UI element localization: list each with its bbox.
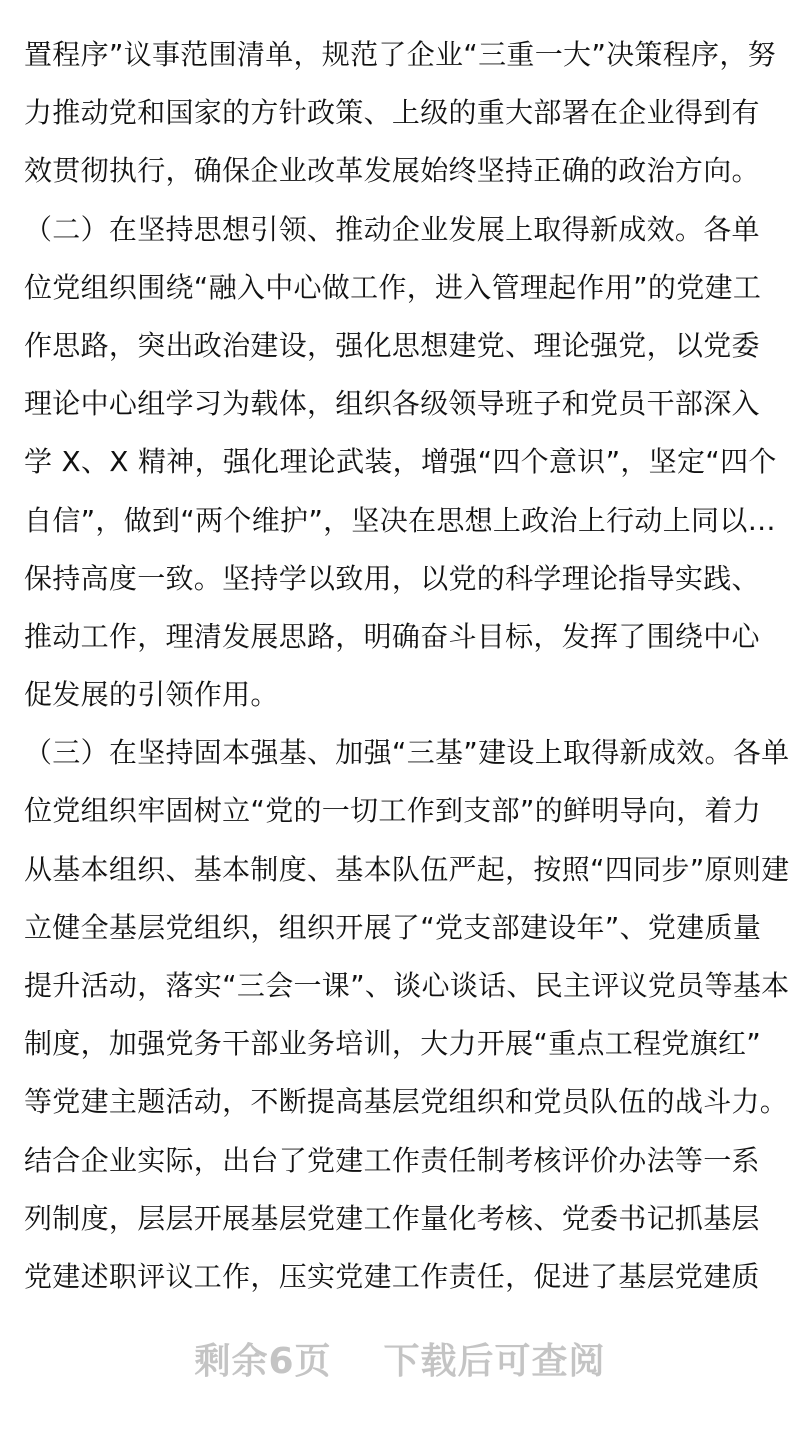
- download-to-view-label[interactable]: 下载后可查阅: [383, 1340, 606, 1382]
- text-line: 促发展的引领作用。: [24, 678, 279, 712]
- text-line: 位党组织牢固树立“党的一切工作到支部”的鲜明导向，着力: [24, 794, 762, 828]
- remaining-pages-label[interactable]: 剩余6页: [194, 1340, 332, 1382]
- text-line: 作思路，突出政治建设，强化思想建党、理论强党，以党委: [24, 328, 760, 362]
- text-line: 从基本组织、基本制度、基本队伍严起，按照“四同步”原则建: [24, 852, 790, 886]
- text-line: 结合企业实际，出台了党建工作责任制考核评价办法等一系: [24, 1143, 760, 1177]
- text-line: 理论中心组学习为载体，组织各级领导班子和党员干部深入: [24, 387, 760, 421]
- text-line: （三）在坚持固本强基、加强“三基”建设上取得新成效。各单: [24, 736, 790, 770]
- text-line: 置程序”议事范围清单，规范了企业“三重一大”决策程序，努: [24, 38, 776, 71]
- text-line: 学 X、X 精神，强化理论武装，增强“四个意识”，坚定“四个: [24, 445, 777, 479]
- text-line: 力推动党和国家的方针政策、上级的重大部署在企业得到有: [24, 96, 760, 130]
- text-line: 立健全基层党组织，组织开展了“党支部建设年”、党建质量: [24, 910, 762, 944]
- text-line: 效贯彻执行，确保企业改革发展始终坚持正确的政治方向。: [24, 154, 760, 188]
- text-line: 推动工作，理清发展思路，明确奋斗目标，发挥了围绕中心: [24, 619, 760, 653]
- text-line: 制度，加强党务干部业务培训，大力开展“重点工程党旗红”: [24, 1027, 762, 1061]
- download-prompt[interactable]: [0, 1330, 800, 1386]
- document-body: [24, 26, 790, 1306]
- text-line: 位党组织围绕“融入中心做工作，进入管理起作用”的党建工: [24, 270, 762, 304]
- text-line: （二）在坚持思想引领、推动企业发展上取得新成效。各单: [24, 212, 760, 246]
- text-line: 列制度，层层开展基层党建工作量化考核、党委书记抓基层: [24, 1201, 760, 1235]
- text-line: 保持高度一致。坚持学以致用，以党的科学理论指导实践、: [24, 561, 760, 595]
- text-line: 等党建主题活动，不断提高基层党组织和党员队伍的战斗力。: [24, 1085, 789, 1119]
- text-line: 自信”，做到“两个维护”，坚决在思想上政治上行动上同以…: [24, 503, 776, 537]
- text-line: 提升活动，落实“三会一课”、谈心谈话、民主评议党员等基本: [24, 969, 790, 1002]
- text-line: 党建述职评议工作，压实党建工作责任，促进了基层党建质: [24, 1259, 760, 1293]
